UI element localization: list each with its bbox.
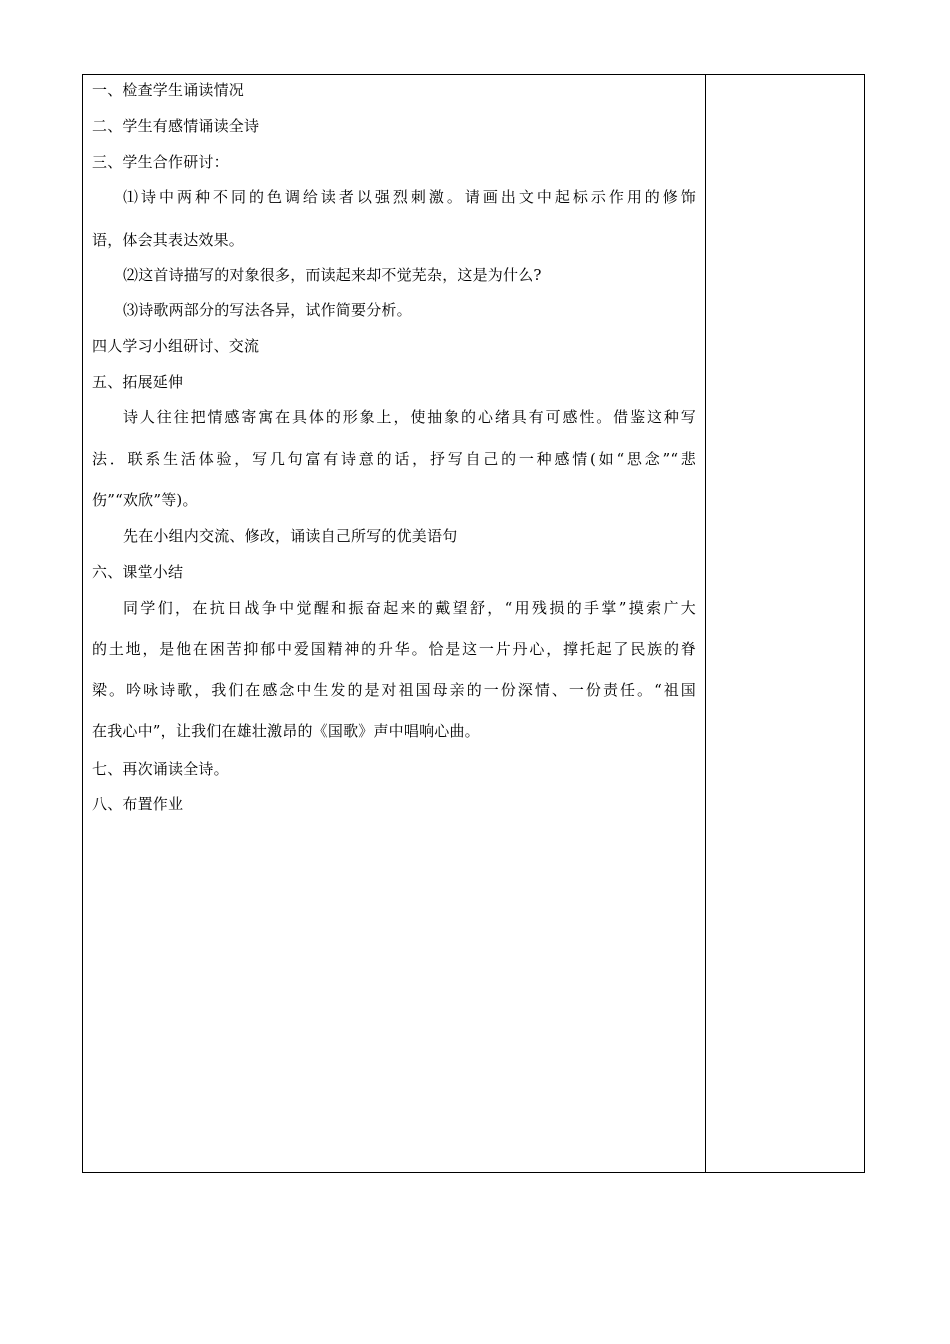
question-1-line-1: ⑴诗中两种不同的色调给读者以强烈刺激。请画出文中起标示作用的修饰 — [123, 188, 696, 206]
summary-paragraph-line-1: 同学们，在抗日战争中觉醒和振奋起来的戴望舒，“用残损的手掌”摸索广大 — [123, 599, 696, 617]
section-heading-8: 八、布置作业 — [92, 795, 184, 813]
extension-paragraph-line-3: 伤”“欢欣”等)。 — [92, 491, 198, 509]
summary-paragraph-line-2: 的土地，是他在困苦抑郁中爱国精神的升华。恰是这一片丹心，撑托起了民族的脊 — [92, 640, 696, 658]
section-heading-3: 三、学生合作研讨： — [92, 153, 229, 171]
extension-exchange: 先在小组内交流、修改，诵读自己所写的优美语句 — [123, 527, 458, 545]
section-heading-2: 二、学生有感情诵读全诗 — [92, 117, 260, 135]
section-heading-1: 一、检查学生诵读情况 — [92, 81, 245, 99]
summary-paragraph-line-4: 在我心中”，让我们在雄壮激昂的《国歌》声中唱响心曲。 — [92, 722, 480, 740]
notes-cell — [706, 75, 864, 1172]
section-heading-6: 六、课堂小结 — [92, 563, 184, 581]
extension-paragraph-line-1: 诗人往往把情感寄寓在具体的形象上，使抽象的心绪具有可感性。借鉴这种写 — [123, 408, 696, 426]
question-2: ⑵这首诗描写的对象很多，而读起来却不觉芜杂，这是为什么? — [123, 266, 542, 284]
lesson-content-cell — [83, 75, 705, 1172]
group-discussion: 四人学习小组研讨、交流 — [92, 337, 260, 355]
section-heading-5: 五、拓展延伸 — [92, 373, 184, 391]
lesson-table — [82, 74, 865, 1173]
summary-paragraph-line-3: 梁。吟咏诗歌，我们在感念中生发的是对祖国母亲的一份深情、一份责任。“祖国 — [92, 681, 696, 699]
question-1-line-2: 语，体会其表达效果。 — [92, 231, 245, 249]
extension-paragraph-line-2: 法．联系生活体验，写几句富有诗意的话，抒写自己的一种感情(如“思念”“悲 — [92, 450, 696, 468]
section-heading-7: 七、再次诵读全诗。 — [92, 760, 229, 778]
question-3: ⑶诗歌两部分的写法各异，试作简要分析。 — [123, 301, 412, 319]
